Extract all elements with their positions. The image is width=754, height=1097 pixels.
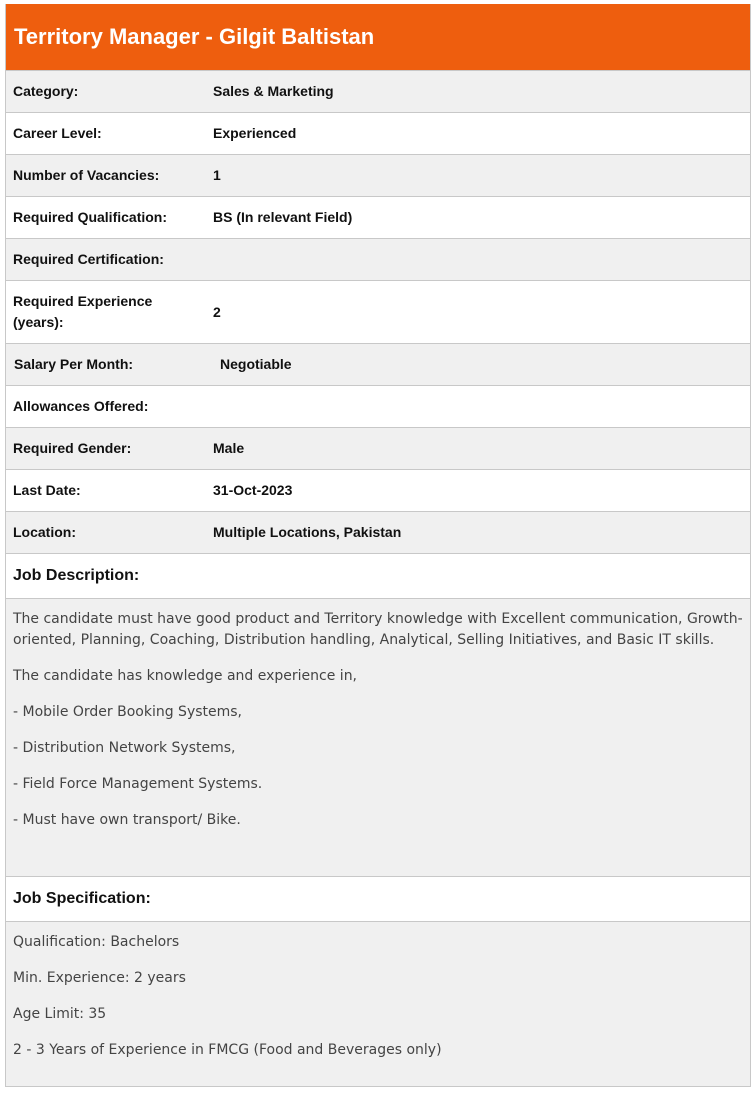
- detail-label: Salary Per Month:: [14, 356, 134, 372]
- job-description-heading: Job Description:: [6, 553, 750, 598]
- description-paragraph: The candidate must have good product and Territory knowledge with Excellent communication, Growth-oriented, Planning, Coaching, Distribution handling, Analytical, Selling Initiatives, and Basic IT skills.: [13, 611, 743, 648]
- detail-label: Last Date:: [13, 482, 81, 498]
- detail-label: Required Certification:: [13, 251, 164, 267]
- description-list-item: - Must have own transport/ Bike.: [13, 812, 241, 828]
- detail-value: 31-Oct-2023: [213, 482, 293, 498]
- specification-item: Min. Experience: 2 years: [13, 970, 186, 986]
- detail-label: Number of Vacancies:: [13, 167, 160, 183]
- detail-row-gender: [6, 427, 750, 469]
- description-list-item: - Mobile Order Booking Systems,: [13, 704, 243, 720]
- detail-row-salary: [6, 343, 750, 385]
- detail-label: [6, 291, 212, 333]
- detail-value: Negotiable: [220, 356, 292, 372]
- detail-value: 1: [213, 167, 221, 183]
- detail-row-career-level: [6, 112, 750, 154]
- job-details-card: [5, 4, 751, 1087]
- detail-value: BS (In relevant Field): [213, 209, 353, 225]
- detail-row-vacancies: [6, 154, 750, 196]
- job-description-body: [6, 598, 750, 876]
- detail-row-location: [6, 511, 750, 553]
- detail-row-last-date: [6, 469, 750, 511]
- job-specification-heading: Job Specification:: [6, 876, 750, 921]
- detail-value: 2: [213, 303, 221, 320]
- description-list-item: - Distribution Network Systems,: [13, 740, 236, 756]
- detail-value: Multiple Locations, Pakistan: [213, 524, 402, 540]
- job-title: Territory Manager - Gilgit Baltistan: [14, 24, 375, 49]
- detail-row-category: [6, 70, 750, 112]
- job-specification-body: [6, 921, 750, 1086]
- job-title-header: [6, 4, 750, 70]
- detail-value: Male: [213, 440, 245, 456]
- detail-value: Sales & Marketing: [213, 83, 334, 99]
- detail-row-qualification: [6, 196, 750, 238]
- detail-label: Required Qualification:: [13, 209, 168, 225]
- detail-value: Experienced: [213, 125, 297, 141]
- detail-row-experience: [6, 280, 750, 343]
- description-paragraph: The candidate has knowledge and experience in,: [13, 668, 358, 684]
- specification-item: Age Limit: 35: [13, 1006, 107, 1022]
- detail-label: Career Level:: [13, 125, 102, 141]
- detail-label: Location:: [13, 524, 76, 540]
- detail-label: Category:: [13, 83, 79, 99]
- detail-label: Allowances Offered:: [13, 398, 149, 414]
- detail-row-allowances: [6, 385, 750, 427]
- description-list-item: - Field Force Management Systems.: [13, 776, 263, 792]
- detail-row-certification: [6, 238, 750, 280]
- detail-label-text: Required Experience (years):: [13, 293, 153, 330]
- specification-item: 2 - 3 Years of Experience in FMCG (Food and Beverages only): [13, 1042, 442, 1058]
- detail-label: Required Gender:: [13, 440, 132, 456]
- specification-item: Qualification: Bachelors: [13, 934, 180, 950]
